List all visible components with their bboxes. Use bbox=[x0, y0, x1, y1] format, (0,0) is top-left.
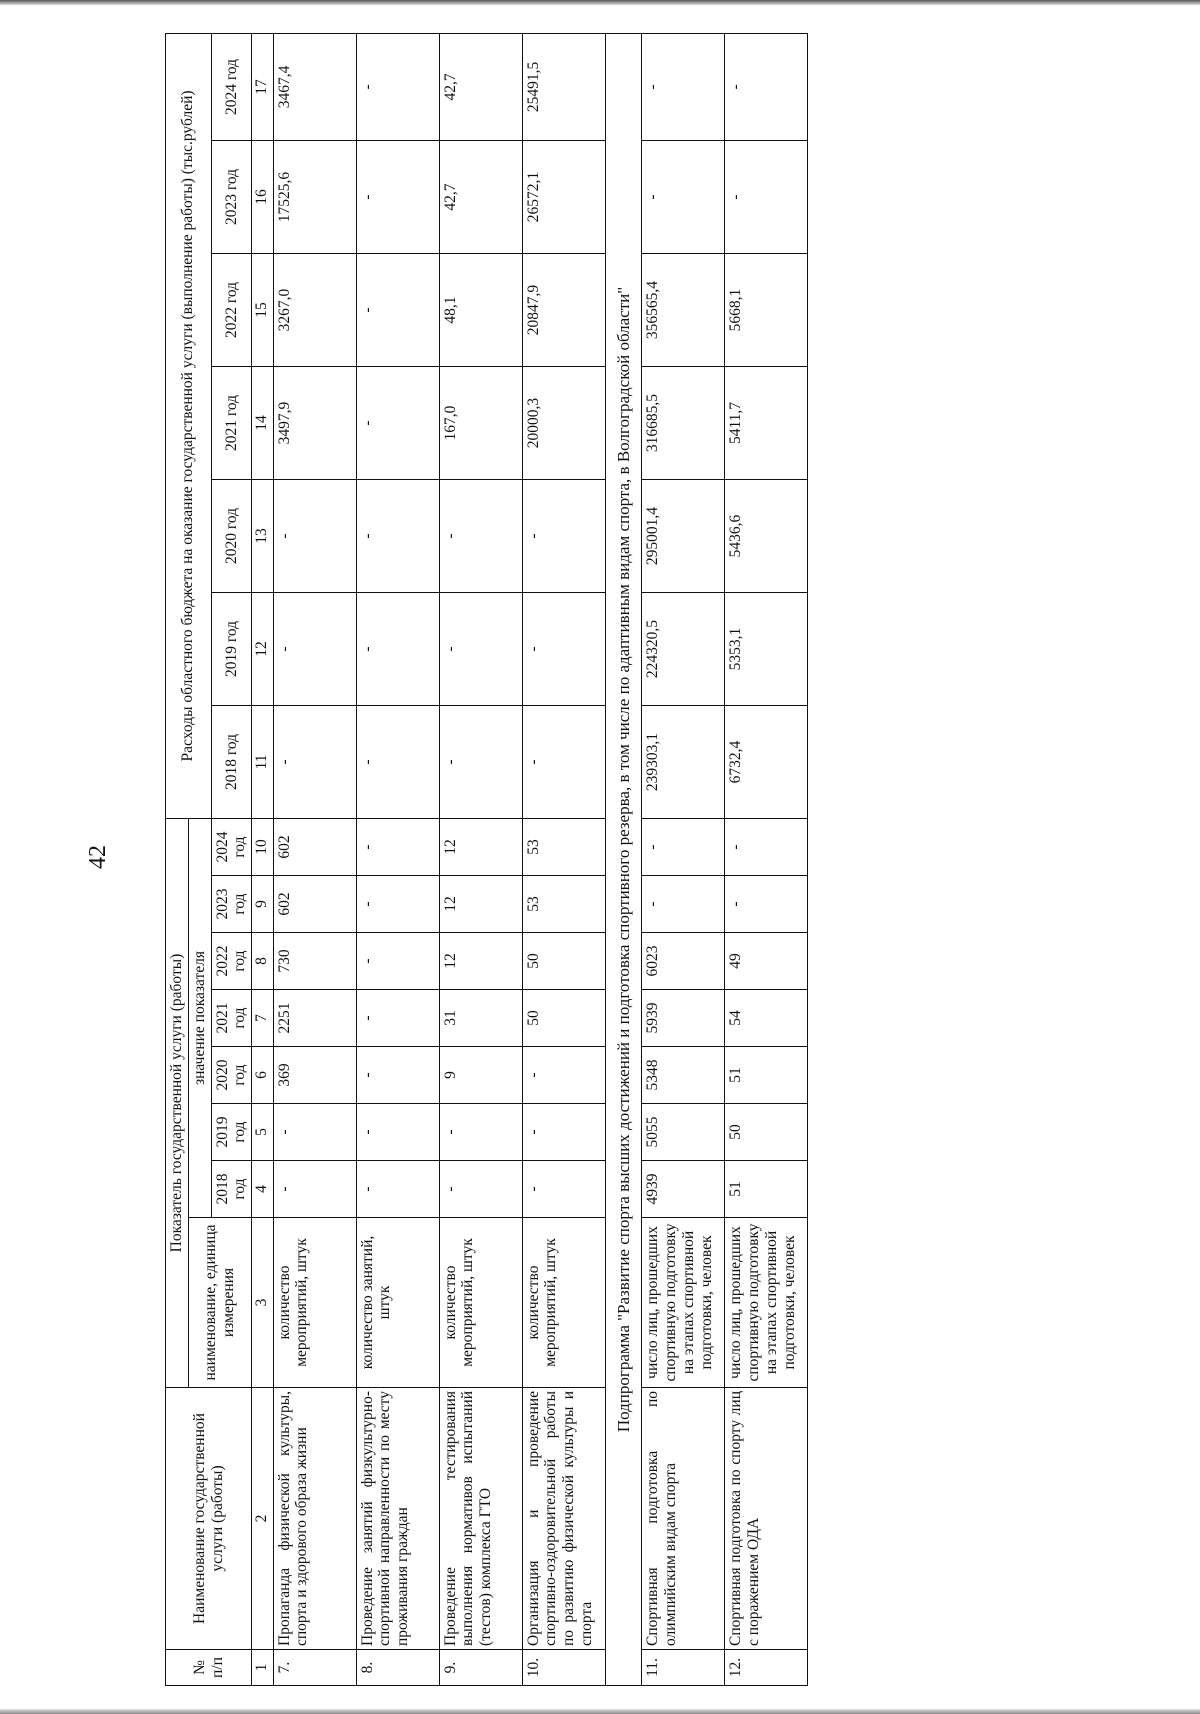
column-number: 2 bbox=[252, 1388, 273, 1650]
indicator-value: 602 bbox=[273, 819, 356, 876]
indicator-value: 12 bbox=[439, 933, 522, 990]
row-number: 12. bbox=[725, 1650, 808, 1686]
header-indicator-group: Показатель государственной услуги (работы) bbox=[166, 819, 189, 1388]
indicator-value: 53 bbox=[522, 876, 605, 933]
expense-value: - bbox=[356, 593, 439, 706]
indicator-value: 31 bbox=[439, 990, 522, 1047]
expense-value: 17525,6 bbox=[273, 141, 356, 254]
expense-value: 316685,5 bbox=[642, 367, 725, 480]
expense-value: 5668,1 bbox=[725, 254, 808, 367]
expense-value: 295001,4 bbox=[642, 480, 725, 593]
header-no: № п/п bbox=[166, 1650, 252, 1686]
column-number: 5 bbox=[252, 1104, 273, 1161]
expense-value: 239303,1 bbox=[642, 706, 725, 819]
indicator-value: 51 bbox=[725, 1047, 808, 1104]
header-year-indicator: 2020 год bbox=[211, 1047, 252, 1104]
expense-value: - bbox=[522, 480, 605, 593]
expense-value: 48,1 bbox=[439, 254, 522, 367]
page-number: 42 bbox=[85, 845, 111, 869]
expense-value: - bbox=[439, 593, 522, 706]
expense-value: 25491,5 bbox=[522, 33, 605, 140]
indicator-value: 4939 bbox=[642, 1161, 725, 1218]
indicator-value: 6023 bbox=[642, 933, 725, 990]
expense-value: - bbox=[356, 367, 439, 480]
indicator-unit: количество мероприятий, штук bbox=[522, 1218, 605, 1388]
header-service-name: Наименование государственной услуги (работы) bbox=[166, 1388, 252, 1650]
expense-value: - bbox=[642, 141, 725, 254]
expense-value: 224320,5 bbox=[642, 593, 725, 706]
indicator-value: - bbox=[356, 1161, 439, 1218]
column-number: 16 bbox=[252, 141, 273, 254]
expense-value: 26572,1 bbox=[522, 141, 605, 254]
header-year-indicator: 2024 год bbox=[211, 819, 252, 876]
expense-value: 20847,9 bbox=[522, 254, 605, 367]
column-number: 14 bbox=[252, 367, 273, 480]
row-number: 7. bbox=[273, 1650, 356, 1686]
service-name: Проведение тестирования выполнения нормативов испытаний (тестов) комплекса ГТО bbox=[439, 1388, 522, 1650]
services-table bbox=[165, 33, 808, 1686]
header-year-indicator: 2021 год bbox=[211, 990, 252, 1047]
expense-value: - bbox=[356, 706, 439, 819]
indicator-unit: количество мероприятий, штук bbox=[273, 1218, 356, 1388]
table-row bbox=[642, 33, 725, 1685]
indicator-value: 2251 bbox=[273, 990, 356, 1047]
indicator-value: - bbox=[356, 876, 439, 933]
header-indicator-unit: наименование, единица измерения bbox=[188, 1218, 251, 1388]
header-year-indicator: 2018 год bbox=[211, 1161, 252, 1218]
service-name: Спортивная подготовка по спорту лиц с поражением ОДА bbox=[725, 1388, 808, 1650]
indicator-value: 50 bbox=[725, 1104, 808, 1161]
table-row bbox=[522, 33, 605, 1685]
column-number: 11 bbox=[252, 706, 273, 819]
indicator-unit: количество мероприятий, штук bbox=[439, 1218, 522, 1388]
header-year-indicator: 2023 год bbox=[211, 876, 252, 933]
table-row bbox=[356, 33, 439, 1685]
expense-value: 5411,7 bbox=[725, 367, 808, 480]
indicator-value: - bbox=[522, 1161, 605, 1218]
column-number: 15 bbox=[252, 254, 273, 367]
indicator-value: 369 bbox=[273, 1047, 356, 1104]
header-year-expense: 2022 год bbox=[211, 254, 252, 367]
expense-value: 42,7 bbox=[439, 141, 522, 254]
expense-value: - bbox=[356, 480, 439, 593]
indicator-value: 49 bbox=[725, 933, 808, 990]
indicator-value: 730 bbox=[273, 933, 356, 990]
column-number: 13 bbox=[252, 480, 273, 593]
subprogram-title: Подпрограмма "Развитие спорта высших достижений и подготовка спортивного резерва, в том числе по адаптивным видам спорта, в Волгоградской области" bbox=[605, 33, 642, 1685]
service-name: Пропаганда физической культуры, спорта и здорового образа жизни bbox=[273, 1388, 356, 1650]
expense-value: - bbox=[642, 33, 725, 140]
table-row bbox=[439, 33, 522, 1685]
expense-value: - bbox=[356, 141, 439, 254]
expense-value: 356565,4 bbox=[642, 254, 725, 367]
indicator-value: - bbox=[725, 876, 808, 933]
indicator-value: - bbox=[356, 990, 439, 1047]
expense-value: - bbox=[522, 593, 605, 706]
service-name: Проведение занятий физкультурно-спортивной направленности по месту проживания граждан bbox=[356, 1388, 439, 1650]
indicator-value: 51 bbox=[725, 1161, 808, 1218]
header-indicator-values: значение показателя bbox=[188, 819, 211, 1218]
indicator-value: 53 bbox=[522, 819, 605, 876]
indicator-value: - bbox=[725, 819, 808, 876]
row-number: 11. bbox=[642, 1650, 725, 1686]
indicator-value: - bbox=[356, 1104, 439, 1161]
indicator-unit: число лиц, прошедших спортивную подготовку на этапах спортивной подготовки, человек bbox=[725, 1218, 808, 1388]
indicator-unit: число лиц, прошедших спортивную подготовку на этапах спортивной подготовки, человек bbox=[642, 1218, 725, 1388]
expense-value: 5353,1 bbox=[725, 593, 808, 706]
expense-value: 5436,6 bbox=[725, 480, 808, 593]
column-number: 17 bbox=[252, 33, 273, 140]
column-number: 3 bbox=[252, 1218, 273, 1388]
indicator-value: 5348 bbox=[642, 1047, 725, 1104]
indicator-value: - bbox=[273, 1161, 356, 1218]
indicator-value: 12 bbox=[439, 876, 522, 933]
service-name: Спортивная подготовка по олимпийским видам спорта bbox=[642, 1388, 725, 1650]
expense-value: 3267,0 bbox=[273, 254, 356, 367]
expense-value: - bbox=[356, 254, 439, 367]
indicator-value: - bbox=[439, 1104, 522, 1161]
indicator-value: - bbox=[642, 876, 725, 933]
indicator-value: - bbox=[522, 1047, 605, 1104]
indicator-value: 50 bbox=[522, 990, 605, 1047]
expense-value: 20000,3 bbox=[522, 367, 605, 480]
indicator-value: - bbox=[273, 1104, 356, 1161]
indicator-unit: количество занятий, штук bbox=[356, 1218, 439, 1388]
expense-value: 3467,4 bbox=[273, 33, 356, 140]
header-year-expense: 2018 год bbox=[211, 706, 252, 819]
header-year-expense: 2020 год bbox=[211, 480, 252, 593]
header-year-expense: 2019 год bbox=[211, 593, 252, 706]
indicator-value: 5939 bbox=[642, 990, 725, 1047]
service-name: Организация и проведение спортивно-оздоровительной работы по развитию физической культуры и спорта bbox=[522, 1388, 605, 1650]
indicator-value: - bbox=[439, 1161, 522, 1218]
expense-value: 3497,9 bbox=[273, 367, 356, 480]
row-number: 10. bbox=[522, 1650, 605, 1686]
column-number: 10 bbox=[252, 819, 273, 876]
expense-value: - bbox=[273, 706, 356, 819]
expense-value: 42,7 bbox=[439, 33, 522, 140]
expense-value: 6732,4 bbox=[725, 706, 808, 819]
column-number: 12 bbox=[252, 593, 273, 706]
expense-value: - bbox=[273, 480, 356, 593]
expense-value: - bbox=[725, 33, 808, 140]
expense-value: - bbox=[522, 706, 605, 819]
expense-value: - bbox=[356, 33, 439, 140]
expense-value: 167,0 bbox=[439, 367, 522, 480]
column-number: 8 bbox=[252, 933, 273, 990]
indicator-value: 50 bbox=[522, 933, 605, 990]
column-number: 4 bbox=[252, 1161, 273, 1218]
expense-value: - bbox=[273, 593, 356, 706]
header-year-indicator: 2022 год bbox=[211, 933, 252, 990]
indicator-value: - bbox=[522, 1104, 605, 1161]
indicator-value: 54 bbox=[725, 990, 808, 1047]
subprogram-row bbox=[605, 33, 642, 1685]
column-number: 1 bbox=[252, 1650, 273, 1686]
indicator-value: - bbox=[356, 819, 439, 876]
row-number: 8. bbox=[356, 1650, 439, 1686]
indicator-value: 602 bbox=[273, 876, 356, 933]
table-row bbox=[725, 33, 808, 1685]
expense-value: - bbox=[439, 480, 522, 593]
expense-value: - bbox=[439, 706, 522, 819]
column-number: 6 bbox=[252, 1047, 273, 1104]
row-number: 9. bbox=[439, 1650, 522, 1686]
indicator-value: 12 bbox=[439, 819, 522, 876]
indicator-value: 5055 bbox=[642, 1104, 725, 1161]
header-year-indicator: 2019 год bbox=[211, 1104, 252, 1161]
indicator-value: - bbox=[642, 819, 725, 876]
header-year-expense: 2023 год bbox=[211, 141, 252, 254]
indicator-value: - bbox=[356, 1047, 439, 1104]
table-row bbox=[273, 33, 356, 1685]
column-number: 9 bbox=[252, 876, 273, 933]
indicator-value: - bbox=[356, 933, 439, 990]
indicator-value: 9 bbox=[439, 1047, 522, 1104]
header-year-expense: 2021 год bbox=[211, 367, 252, 480]
header-year-expense: 2024 год bbox=[211, 33, 252, 140]
expense-value: - bbox=[725, 141, 808, 254]
column-number: 7 bbox=[252, 990, 273, 1047]
header-expenses-group: Расходы областного бюджета на оказание государственной услуги (выполнение работы) (тыс.рублей) bbox=[166, 33, 212, 818]
